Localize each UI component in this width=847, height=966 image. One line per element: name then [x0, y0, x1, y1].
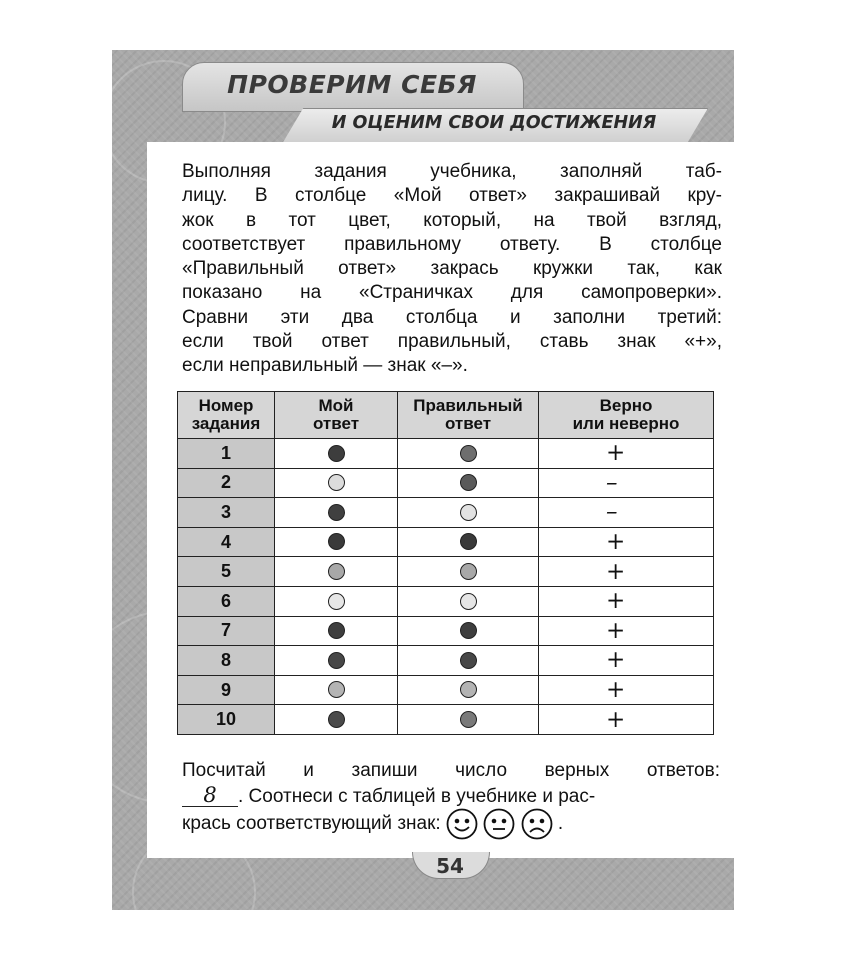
handwritten-verdict-mark: +	[606, 440, 626, 467]
my-answer-cell	[275, 527, 398, 557]
handwritten-verdict-mark: +	[606, 677, 626, 704]
correct-answer-cell	[398, 439, 539, 469]
table-row	[178, 468, 714, 498]
my-answer-cell	[275, 675, 398, 705]
my-answer-cell	[275, 468, 398, 498]
correct-answer-cell	[398, 616, 539, 646]
page-number: 54	[436, 854, 464, 878]
correct-answer-circle[interactable]	[460, 563, 477, 580]
color-sign-line	[182, 808, 720, 840]
my-answer-circle[interactable]	[328, 622, 345, 639]
task-number-cell: 6	[178, 586, 275, 616]
table-row	[178, 439, 714, 469]
my-answer-circle[interactable]	[328, 474, 345, 491]
verdict-cell[interactable]	[539, 527, 714, 557]
table-row	[178, 557, 714, 587]
instruction-line: соответствует правильному ответу. В столбце	[182, 233, 722, 255]
my-answer-cell	[275, 616, 398, 646]
verdict-cell[interactable]	[539, 705, 714, 735]
correct-answer-cell	[398, 705, 539, 735]
my-answer-circle[interactable]	[328, 445, 345, 462]
header-verdict: Верно или неверно	[539, 392, 714, 439]
correct-answer-cell	[398, 498, 539, 528]
my-answer-cell	[275, 498, 398, 528]
instruction-line: жок в тот цвет, который, на твой взгляд,	[182, 209, 722, 231]
table-row	[178, 527, 714, 557]
table-row	[178, 675, 714, 705]
instruction-line: «Правильный ответ» закрась кружки так, как	[182, 258, 722, 280]
task-number-cell: 4	[178, 527, 275, 557]
correct-answer-cell	[398, 557, 539, 587]
handwritten-count[interactable]: 8	[182, 784, 238, 807]
my-answer-cell	[275, 439, 398, 469]
verdict-cell[interactable]	[539, 468, 714, 498]
table-row	[178, 498, 714, 528]
my-answer-circle[interactable]	[328, 563, 345, 580]
smiley-happy-icon[interactable]	[446, 808, 478, 840]
correct-answer-cell	[398, 527, 539, 557]
instruction-line: Выполняя задания учебника, заполняй таб-	[182, 161, 722, 182]
header-my-answer: Мой ответ	[275, 392, 398, 439]
instructions-paragraph	[182, 160, 722, 379]
task-number-cell: 5	[178, 557, 275, 587]
correct-answer-cell	[398, 586, 539, 616]
task-number-cell: 3	[178, 498, 275, 528]
header-task-number: Номер задания	[178, 392, 275, 439]
correct-answer-circle[interactable]	[460, 711, 477, 728]
handwritten-verdict-mark: +	[606, 617, 626, 644]
handwritten-verdict-mark: +	[606, 647, 626, 674]
verdict-cell[interactable]	[539, 646, 714, 676]
correct-answer-cell	[398, 646, 539, 676]
table-row	[178, 705, 714, 735]
sentence-period: .	[557, 813, 564, 835]
table-row	[178, 616, 714, 646]
verdict-cell[interactable]	[539, 557, 714, 587]
my-answer-circle[interactable]	[328, 533, 345, 550]
correct-answer-circle[interactable]	[460, 445, 477, 462]
my-answer-cell	[275, 705, 398, 735]
handwritten-verdict-mark: –	[606, 499, 618, 526]
handwritten-verdict-mark: +	[606, 706, 626, 733]
task-number-cell: 7	[178, 616, 275, 646]
correct-answer-circle[interactable]	[460, 681, 477, 698]
verdict-cell[interactable]	[539, 675, 714, 705]
handwritten-verdict-mark: +	[606, 558, 626, 585]
verdict-cell[interactable]	[539, 586, 714, 616]
my-answer-circle[interactable]	[328, 504, 345, 521]
header-correct-answer: Правильный ответ	[398, 392, 539, 439]
handwritten-verdict-mark: –	[606, 469, 618, 496]
table-header-row	[178, 392, 714, 439]
table-row	[178, 586, 714, 616]
instruction-line: если твой ответ правильный, ставь знак «+»,	[182, 331, 722, 353]
task-number-cell: 1	[178, 439, 275, 469]
verdict-cell[interactable]	[539, 616, 714, 646]
verdict-cell[interactable]	[539, 439, 714, 469]
handwritten-verdict-mark: +	[606, 588, 626, 615]
task-number-cell: 2	[178, 468, 275, 498]
instruction-line: лицу. В столбце «Мой ответ» закрашивай кру-	[182, 185, 722, 207]
correct-answer-circle[interactable]	[460, 533, 477, 550]
correct-answer-circle[interactable]	[460, 474, 477, 491]
my-answer-cell	[275, 646, 398, 676]
instruction-line: Сравни эти два столбца и заполни третий:	[182, 306, 722, 328]
correct-answer-circle[interactable]	[460, 622, 477, 639]
count-instruction: Посчитай и запиши число верных ответов:	[182, 760, 720, 781]
page-title: ПРОВЕРИМ СЕБЯ	[227, 70, 477, 99]
my-answer-circle[interactable]	[328, 652, 345, 669]
self-check-table	[177, 391, 714, 735]
instruction-line: если неправильный — знак «–».	[182, 355, 468, 377]
task-number-cell: 8	[178, 646, 275, 676]
correct-answer-cell	[398, 468, 539, 498]
instruction-line: показано на «Страничках для самопроверки».	[182, 282, 722, 304]
my-answer-cell	[275, 557, 398, 587]
correct-answer-cell	[398, 675, 539, 705]
my-answer-circle[interactable]	[328, 681, 345, 698]
page-subtitle: И ОЦЕНИМ СВОИ ДОСТИЖЕНИЯ	[331, 113, 657, 133]
verdict-cell[interactable]	[539, 498, 714, 528]
smiley-neutral-icon[interactable]	[483, 808, 515, 840]
my-answer-circle[interactable]	[328, 593, 345, 610]
table-row	[178, 646, 714, 676]
count-line-text: . Соотнеси с таблицей в учебнике и рас-	[238, 786, 596, 807]
correct-answer-circle[interactable]	[460, 593, 477, 610]
color-sign-text: крась соответствующий знак:	[182, 813, 441, 835]
my-answer-cell	[275, 586, 398, 616]
task-number-cell: 10	[178, 705, 275, 735]
correct-answer-circle[interactable]	[460, 504, 477, 521]
task-number-cell: 9	[178, 675, 275, 705]
correct-answer-circle[interactable]	[460, 652, 477, 669]
table-body	[178, 439, 714, 735]
count-answer-line	[182, 784, 720, 808]
smiley-sad-icon[interactable]	[521, 808, 553, 840]
handwritten-verdict-mark: +	[606, 529, 626, 556]
my-answer-circle[interactable]	[328, 711, 345, 728]
